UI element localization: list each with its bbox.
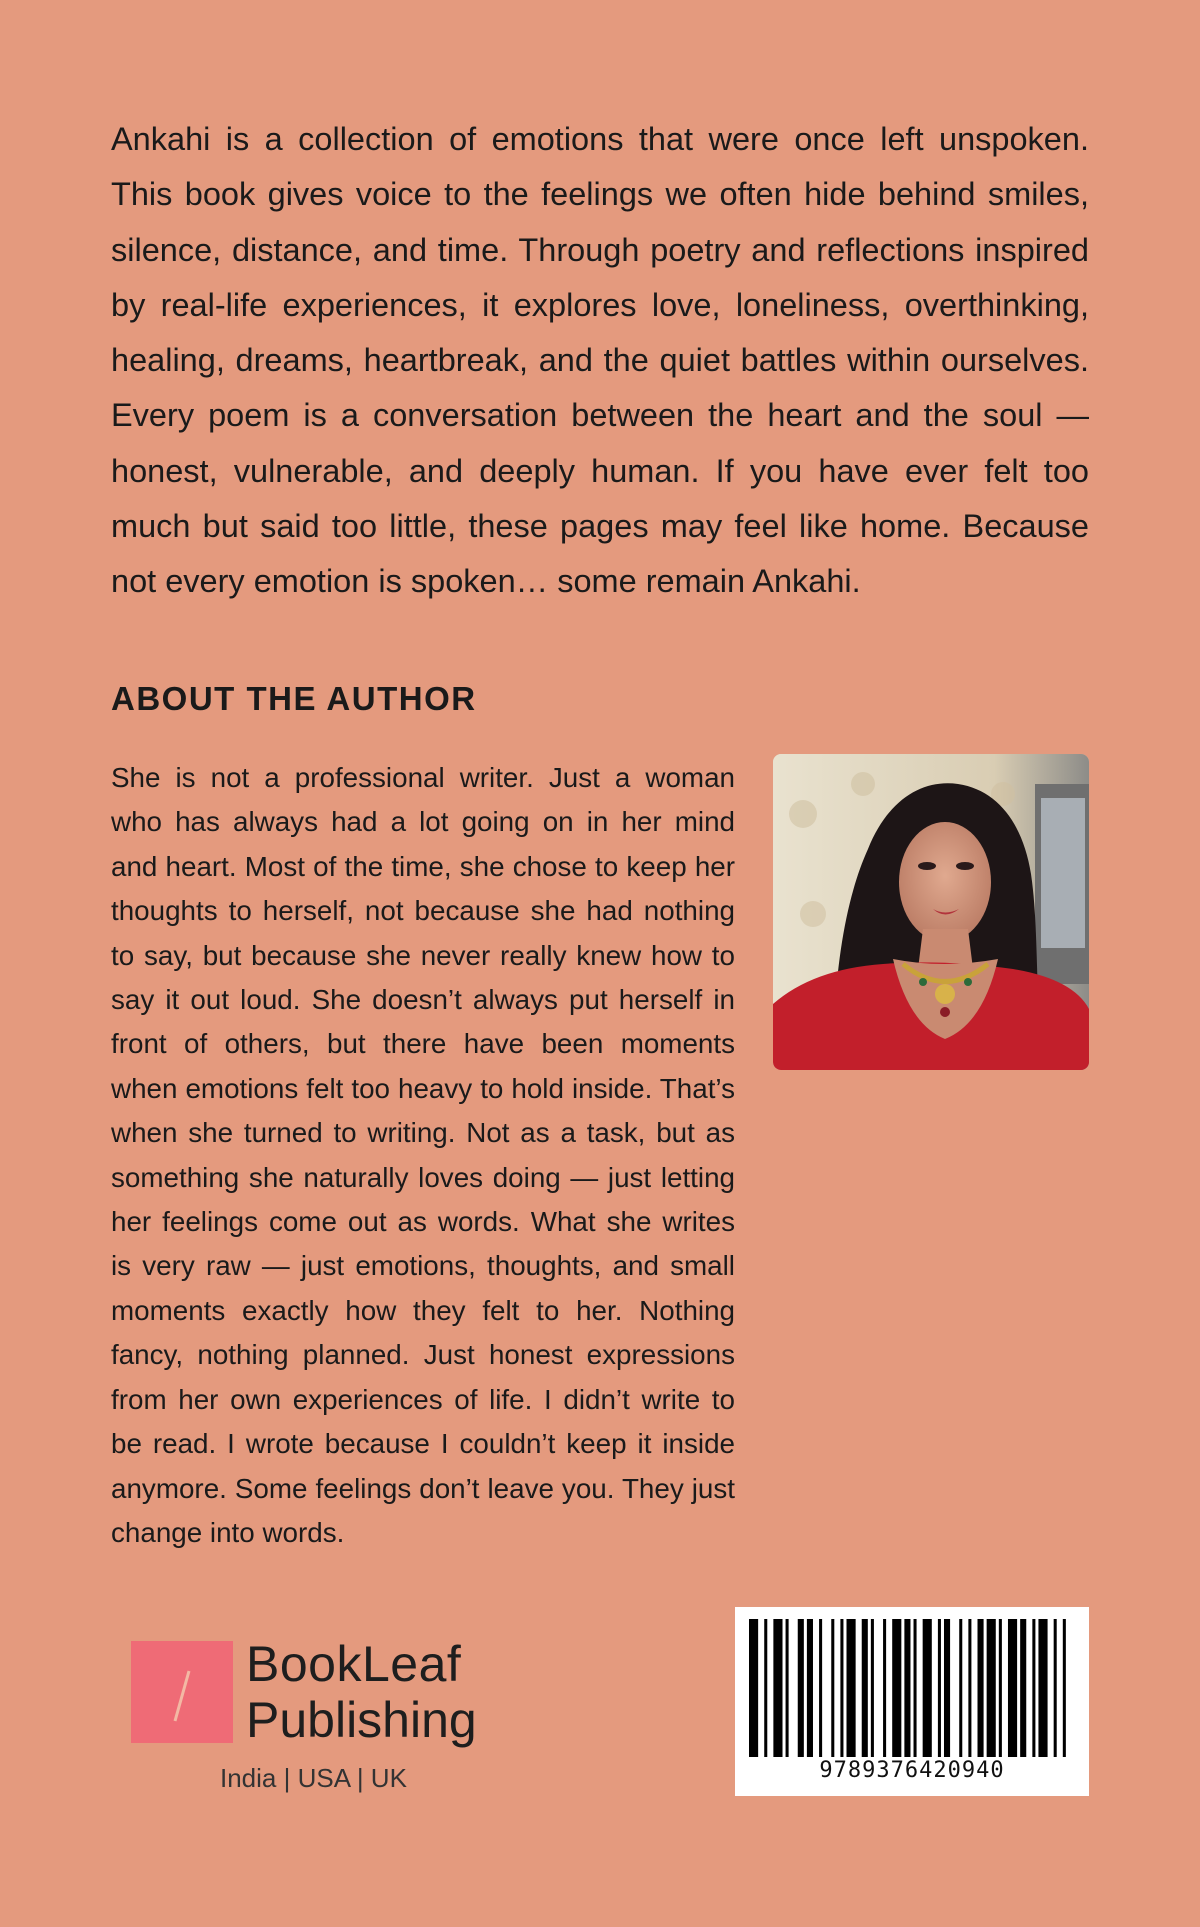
author-photo — [773, 754, 1089, 1070]
publisher-name-line2: Publishing — [246, 1692, 477, 1748]
book-blurb: Ankahi is a collection of emotions that were once left unspoken. This book gives voice to the feelings we often hide behind smiles, silence, distance, and time. Through poetry and reflections inspired by real-life experiences, it explores love, loneliness, overthinking, healing, dreams, heartbreak, and the quiet battles within ourselves. Every poem is a conversation between the heart and the soul — honest, vulnerable, and deeply human. If you have ever felt too much but said too little, these pages may feel like home. Because not every emotion is spoken… some remain Ankahi. — [111, 121, 1089, 600]
publisher-logo — [131, 1636, 511, 1805]
isbn-barcode — [735, 1607, 1089, 1796]
publisher-regions: India | USA | UK — [220, 1763, 407, 1793]
barcode-bars-icon — [749, 1619, 1075, 1757]
publisher-name-line1: BookLeaf — [246, 1636, 462, 1692]
about-author-heading: ABOUT THE AUTHOR — [111, 680, 477, 717]
isbn-number: 9789376420940 — [819, 1758, 1005, 1783]
author-bio: She is not a professional writer. Just a woman who has always had a lot going on in her mind and heart. Most of the time, she chose to keep her thoughts to herself, not because she had nothing to say, but because she never really knew how to say it out loud. She doesn’t always put herself in front of others, but there have been moments when emotions felt too heavy to hold inside. That’s when she turned to writing. Not as a task, but as something she naturally loves doing — just letting her feelings come out as words. What she writes is very raw — just emotions, thoughts, and small moments exactly how they felt to her. Nothing fancy, nothing planned. Just honest expressions from her own experiences of life. I didn’t write to be read. I wrote because I couldn’t keep it inside anymore. Some feelings don’t leave you. They just change into words. — [111, 762, 735, 1548]
leaf-slash-icon — [131, 1641, 233, 1743]
